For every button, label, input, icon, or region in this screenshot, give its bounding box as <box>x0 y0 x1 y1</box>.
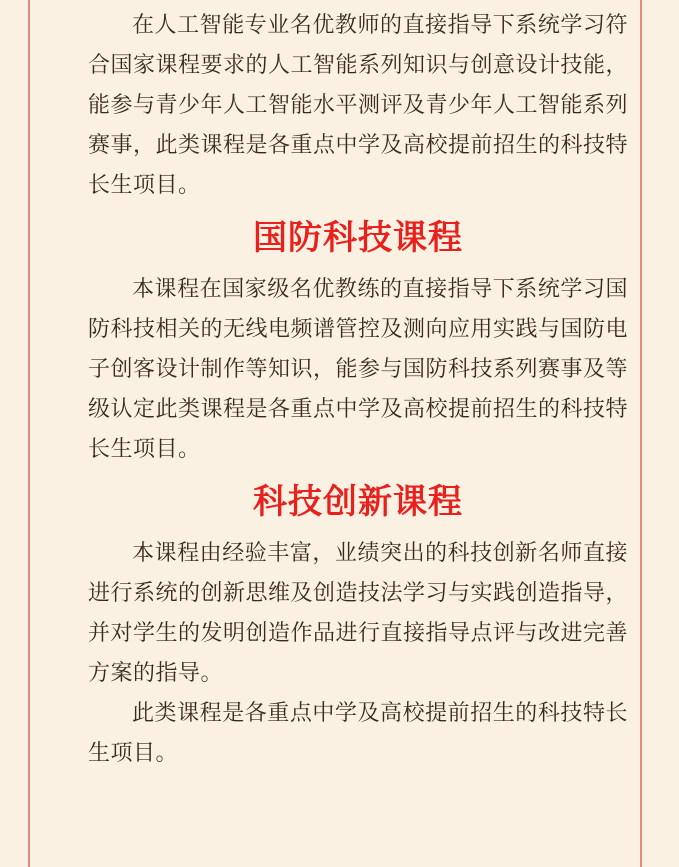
national-defense-course-heading: 国防科技课程 <box>253 218 463 258</box>
innovation-course-description: 本课程由经验丰富，业绩突出的科技创新名师直接进行系统的创新思维及创造技法学习与实践创造指导，并对学生的发明创造作品进行直接指导点评与改进完善方案的指导。 <box>88 541 629 686</box>
national-defense-course-description: 本课程在国家级名优教练的直接指导下系统学习国防科技相关的无线电频谱管控及测向应用实践与国防电子创客设计制作等知识，能参与国防科技系列赛事及等级认定此类课程是各重点中学及高校提前招生的科技特长生项目。 <box>88 277 629 462</box>
innovation-course-note: 此类课程是各重点中学及高校提前招生的科技特长生项目。 <box>88 701 628 766</box>
course-content <box>88 6 628 774</box>
ai-course-description: 在人工智能专业名优教师的直接指导下系统学习符合国家课程要求的人工智能系列知识与创意设计技能，能参与青少年人工智能水平测评及青少年人工智能系列赛事，此类课程是各重点中学及高校提前招生的科技特长生项目。 <box>88 13 629 198</box>
innovation-course-heading: 科技创新课程 <box>253 482 463 522</box>
